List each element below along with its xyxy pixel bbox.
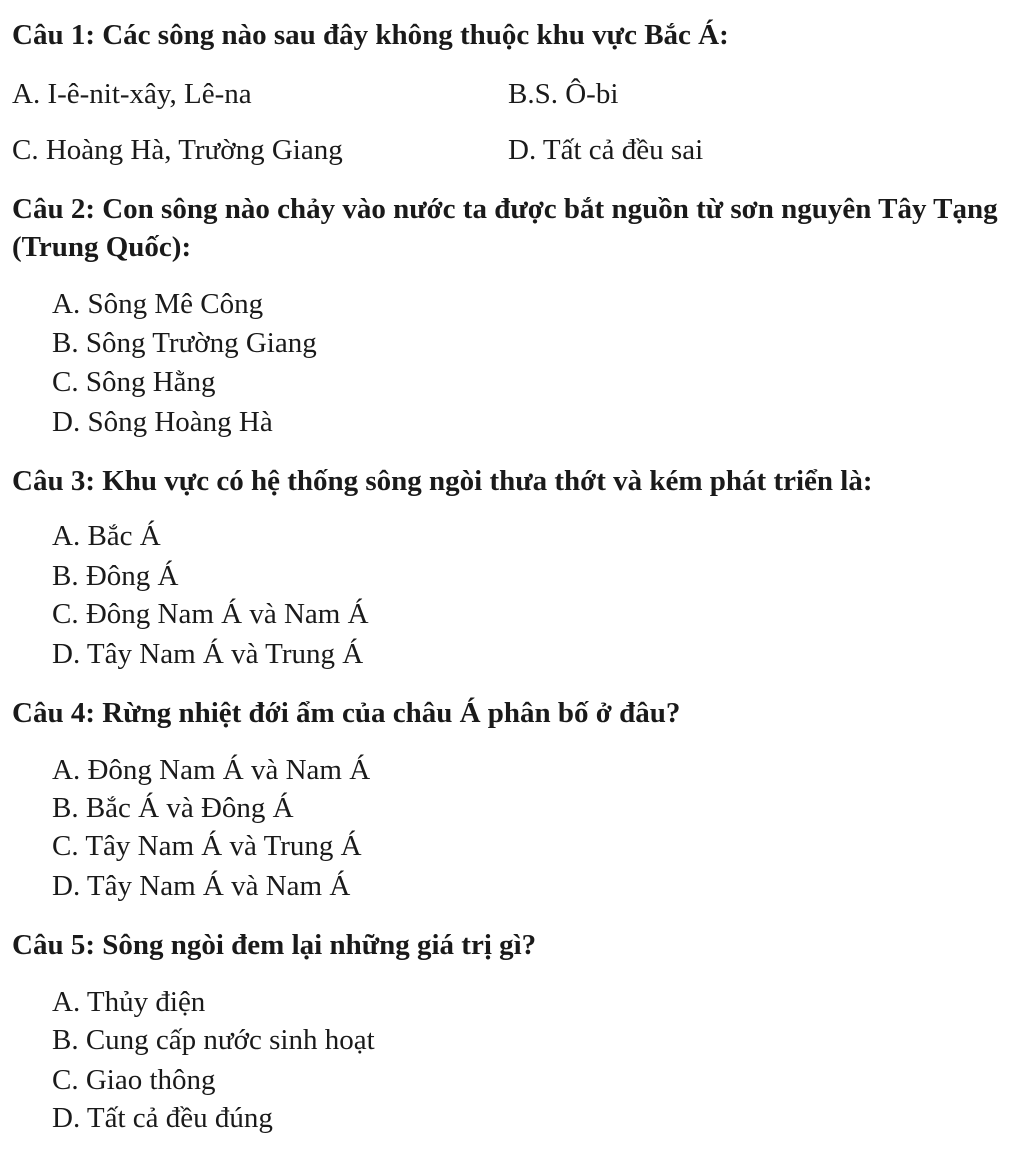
question-5-option-c: C. Giao thông bbox=[52, 1064, 216, 1096]
question-2-option-b: B. Sông Trường Giang bbox=[52, 327, 317, 359]
question-5-option-d: D. Tất cả đều đúng bbox=[52, 1102, 273, 1134]
question-5-option-a: A. Thủy điện bbox=[52, 986, 206, 1018]
question-3-option-a: A. Bắc Á bbox=[52, 520, 161, 552]
question-3-option-d: D. Tây Nam Á và Trung Á bbox=[52, 638, 364, 670]
question-4-option-b: B. Bắc Á và Đông Á bbox=[52, 792, 294, 824]
question-2-option-d: D. Sông Hoàng Hà bbox=[52, 406, 273, 438]
question-1-option-d: D. Tất cả đều sai bbox=[508, 134, 704, 166]
question-4-option-a: A. Đông Nam Á và Nam Á bbox=[52, 754, 371, 786]
question-4-option-d: D. Tây Nam Á và Nam Á bbox=[52, 870, 351, 902]
question-3-option-b: B. Đông Á bbox=[52, 560, 179, 592]
question-4-title: Câu 4: Rừng nhiệt đới ẩm của châu Á phân bố ở đâu? bbox=[12, 697, 681, 729]
question-5-option-b: B. Cung cấp nước sinh hoạt bbox=[52, 1024, 375, 1056]
question-1-title: Câu 1: Các sông nào sau đây không thuộc khu vực Bắc Á: bbox=[12, 19, 729, 51]
question-2-title: Câu 2: Con sông nào chảy vào nước ta được bắt nguồn từ sơn nguyên Tây Tạng (Trung Quốc): bbox=[12, 193, 998, 263]
question-2-option-c: C. Sông Hằng bbox=[52, 366, 216, 398]
question-5-title: Câu 5: Sông ngòi đem lại những giá trị gì? bbox=[12, 929, 537, 961]
question-1-option-a: A. I-ê-nit-xây, Lê-na bbox=[12, 78, 252, 110]
question-1-option-c: C. Hoàng Hà, Trường Giang bbox=[12, 134, 343, 166]
question-3-title: Câu 3: Khu vực có hệ thống sông ngòi thưa thớt và kém phát triển là: bbox=[12, 465, 873, 497]
question-2-option-a: A. Sông Mê Công bbox=[52, 288, 264, 320]
question-3-option-c: C. Đông Nam Á và Nam Á bbox=[52, 598, 369, 630]
question-1-option-b: B.S. Ô-bi bbox=[508, 78, 619, 110]
question-4-option-c: C. Tây Nam Á và Trung Á bbox=[52, 830, 362, 862]
